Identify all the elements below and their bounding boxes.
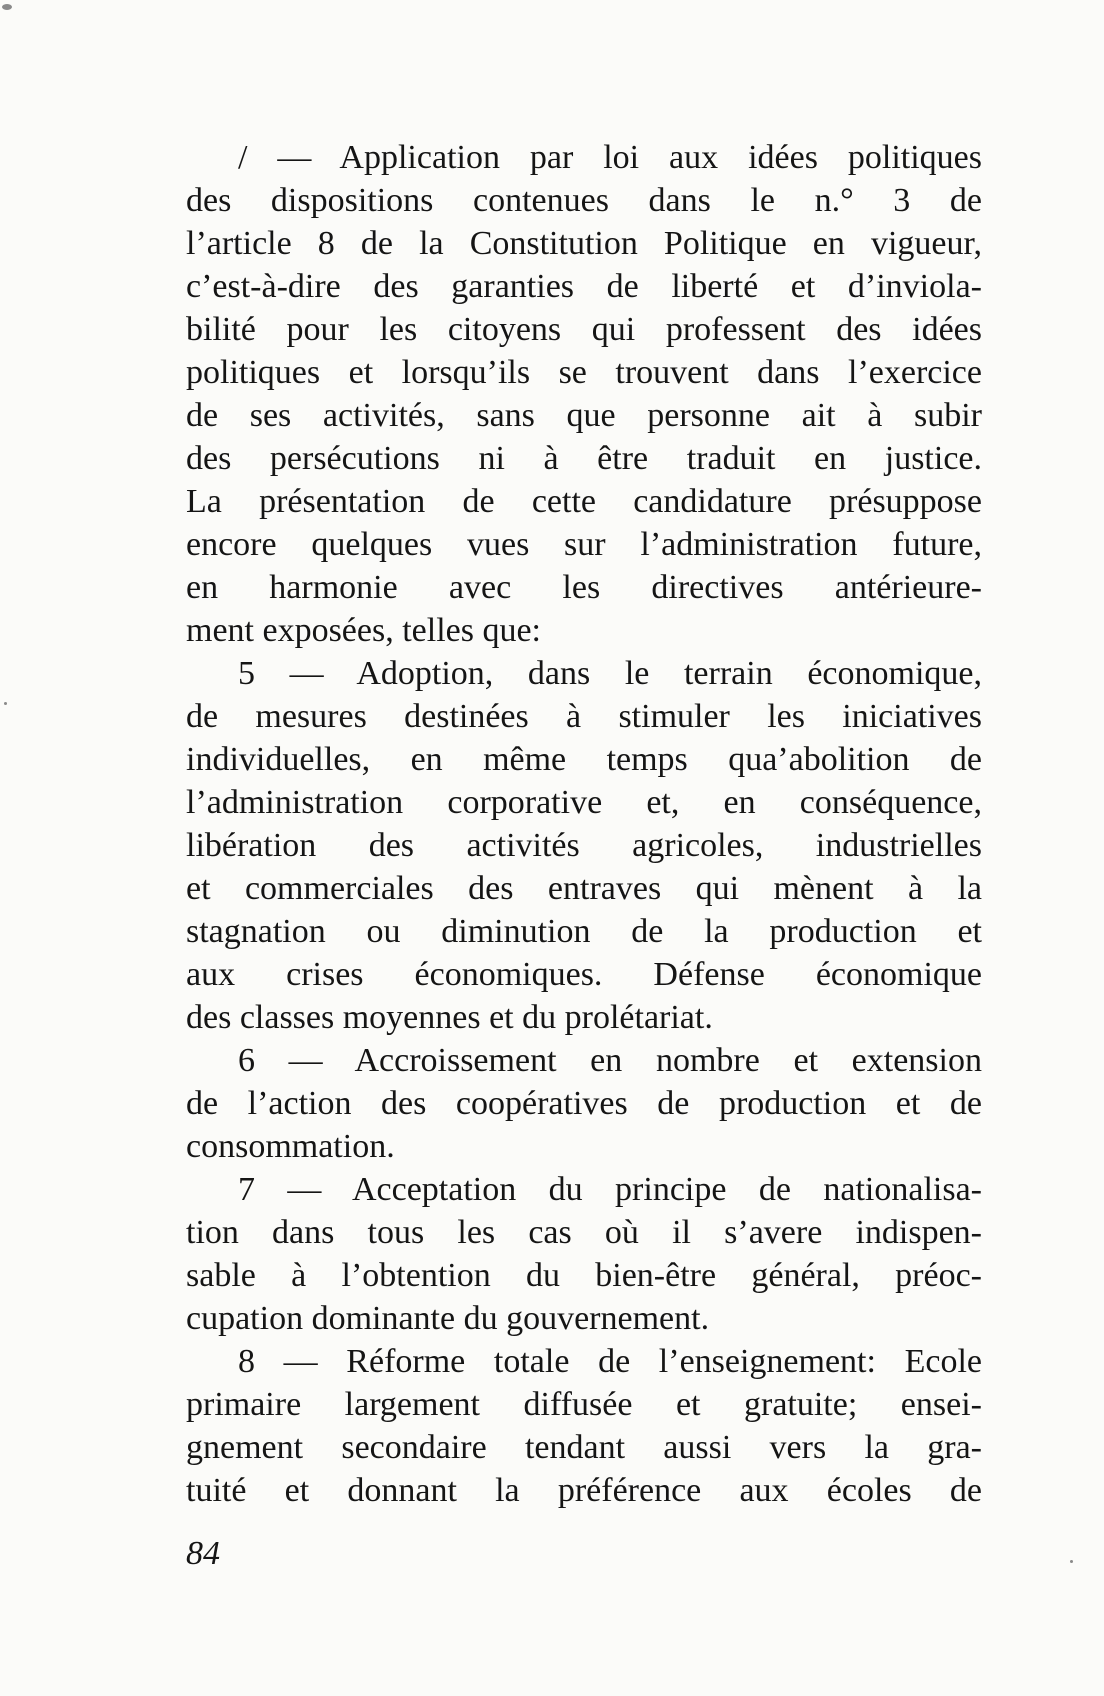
text-line: gnement secondaire tendant aussi vers la gra- (186, 1429, 982, 1466)
text-line: primaire largement diffusée et gratuite; ensei- (186, 1386, 982, 1423)
text-line: de l’action des coopératives de production et de (186, 1085, 982, 1122)
text-line: individuelles, en même temps qua’abolition de (186, 741, 982, 778)
text-line: stagnation ou diminution de la production et (186, 913, 982, 950)
scan-speck-left-edge (4, 702, 7, 705)
text-line: en harmonie avec les directives antérieure- (186, 569, 982, 606)
text-line: 5 — Adoption, dans le terrain économique, (238, 655, 982, 692)
scan-speck-right-edge (1070, 1560, 1073, 1563)
text-line: 6 — Accroissement en nombre et extension (238, 1042, 982, 1079)
text-line: l’article 8 de la Constitution Politique en vigueur, (186, 225, 982, 262)
text-line: tuité et donnant la préférence aux écoles de (186, 1472, 982, 1509)
text-line: cupation dominante du gouvernement. (186, 1300, 710, 1337)
scan-speck-top-left (2, 4, 12, 10)
text-line: aux crises économiques. Défense économique (186, 956, 982, 993)
text-line: sable à l’obtention du bien-être général, préoc- (186, 1257, 982, 1294)
text-line: ment exposées, telles que: (186, 612, 542, 649)
text-line: / — Application par loi aux idées politiques (238, 139, 982, 176)
text-line: des dispositions contenues dans le n.° 3 de (186, 182, 982, 219)
text-line: La présentation de cette candidature présuppose (186, 483, 982, 520)
text-line: politiques et lorsqu’ils se trouvent dans l’exercice (186, 354, 982, 391)
page-number: 84 (186, 1535, 220, 1572)
text-line: des persécutions ni à être traduit en justice. (186, 440, 982, 477)
text-line: tion dans tous les cas où il s’avere indispen- (186, 1214, 982, 1251)
text-line: bilité pour les citoyens qui professent des idées (186, 311, 982, 348)
text-line: des classes moyennes et du prolétariat. (186, 999, 713, 1036)
text-line: 7 — Acceptation du principe de nationalisa- (238, 1171, 982, 1208)
text-line: 8 — Réforme totale de l’enseignement: Ecole (238, 1343, 982, 1380)
text-line: encore quelques vues sur l’administration future, (186, 526, 982, 563)
text-line: l’administration corporative et, en conséquence, (186, 784, 982, 821)
text-line: libération des activités agricoles, industrielles (186, 827, 982, 864)
text-line: c’est-à-dire des garanties de liberté et d’inviola- (186, 268, 982, 305)
text-line: et commerciales des entraves qui mènent à la (186, 870, 982, 907)
text-line: de mesures destinées à stimuler les iniciatives (186, 698, 982, 735)
text-line: de ses activités, sans que personne ait à subir (186, 397, 982, 434)
text-line: consommation. (186, 1128, 395, 1165)
